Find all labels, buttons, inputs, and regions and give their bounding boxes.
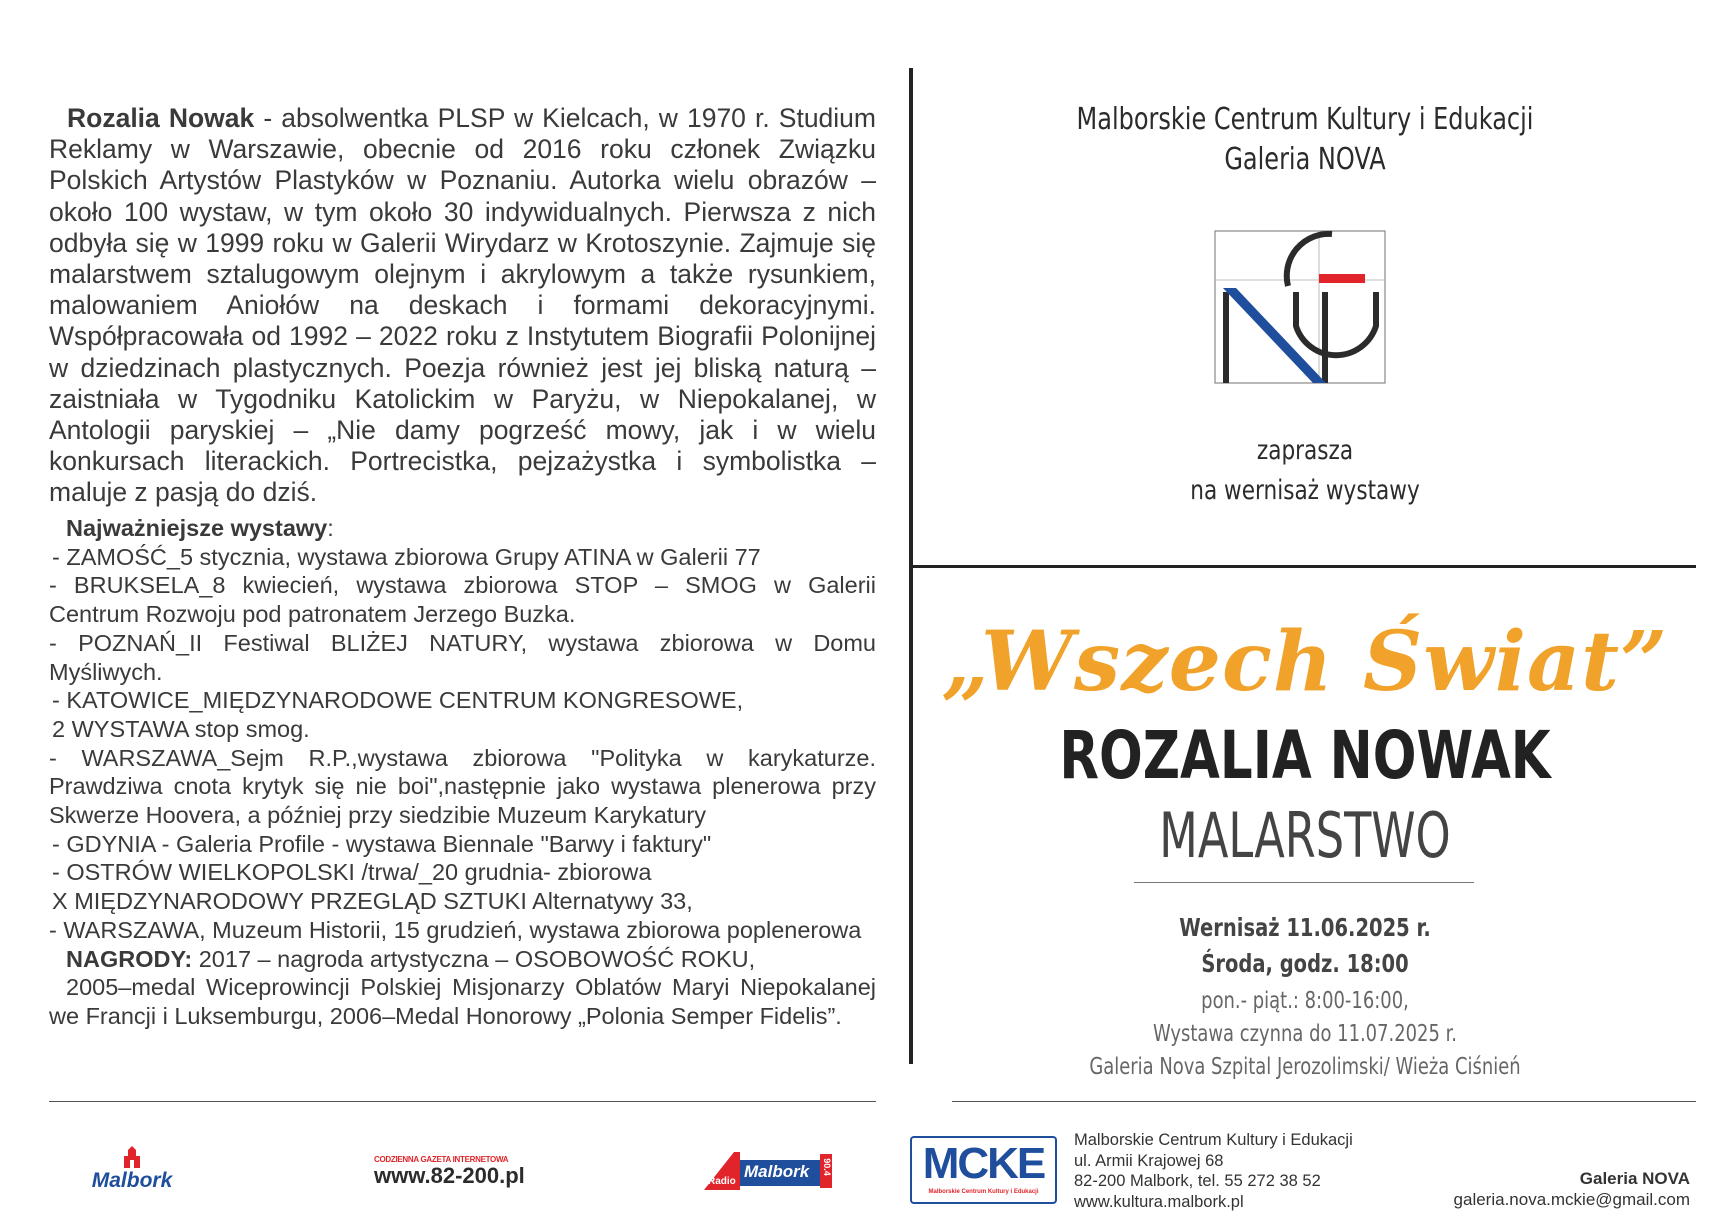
malbork-logo-text: Malbork [91, 1169, 173, 1192]
gallery-name: Galeria NOVA [1224, 142, 1386, 177]
invitation [960, 431, 1650, 511]
mcke-city-phone: 82-200 Malbork, tel. 55 272 38 52 [1074, 1172, 1321, 1190]
opening-info [960, 985, 1650, 1084]
exhibition-item: - WARSZAWA, Muzeum Historii, 15 grudzień, wystawa zbiorowa poplenerowa [49, 916, 862, 943]
short-divider [1134, 882, 1474, 883]
left-divider [49, 1101, 876, 1102]
mcke-logo [910, 1136, 1057, 1204]
location: Galeria Nova Szpital Jerozolimski/ Wieża Ciśnień [1089, 1054, 1521, 1080]
exhibition-item: 2 WYSTAWA stop smog. [52, 715, 310, 742]
exhibitions-heading: Najważniejsze wystawy [66, 515, 328, 541]
right-footer-divider [952, 1101, 1696, 1102]
artist-heading [960, 718, 1650, 794]
invite-line: zaprasza [1256, 435, 1354, 466]
mcke-name: Malborskie Centrum Kultury i Edukacji [1074, 1131, 1353, 1149]
invite-line: na wernisaż wystawy [1190, 475, 1420, 506]
exhibition-title: „Wszech Świat” [941, 614, 1669, 710]
castle-icon [90, 1146, 174, 1170]
radio-name: Malbork [744, 1162, 810, 1181]
exhibition-item: X MIĘDZYNARODOWY PRZEGLĄD SZTUKI Alternatywy 33, [52, 888, 693, 915]
organizer-name: Malborskie Centrum Kultury i Edukacji [1076, 102, 1534, 137]
awards-line: 2017 – nagroda artystyczna – OSOBOWOŚĆ ROKU, [192, 945, 756, 972]
artist-biography [49, 103, 876, 509]
medium-heading [960, 800, 1650, 872]
radio-malbork-logo [704, 1148, 834, 1190]
exhibition-item: - KATOWICE_MIĘDZYNARODOWE CENTRUM KONGRESOWE, [52, 687, 744, 714]
gallery-email: galeria.nova.mckie@gmail.com [1453, 1190, 1690, 1209]
organizer [960, 100, 1650, 180]
awards-label: NAGRODY: [66, 945, 193, 972]
gazeta-url: www.82-200.pl [374, 1163, 525, 1188]
exhibition-item: - BRUKSELA_8 kwiecień, wystawa zbiorowa STOP – SMOG w Galerii Centrum Rozwoju pod patronatem Jerzego Buzka. [49, 572, 876, 628]
opening-hours: pon.- piąt.: 8:00-16:00, [1201, 988, 1409, 1014]
galeria-nova-logo [1214, 230, 1386, 384]
artist-name: Rozalia Nowak [67, 103, 255, 133]
exhibition-item: - GDYNIA - Galeria Profile - wystawa Biennale "Barwy i faktury" [52, 830, 712, 857]
exhibition-item: - OSTRÓW WIELKOPOLSKI /trwa/_20 grudnia- zbiorowa [52, 859, 652, 886]
mcke-logo-text: MCKE [922, 1139, 1045, 1188]
mcke-contact [1074, 1130, 1353, 1212]
mcke-street: ul. Armii Krajowej 68 [1074, 1151, 1224, 1170]
gazeta-tagline: CODZIENNA GAZETA INTERNETOWA [374, 1155, 509, 1164]
mcke-logo-subtitle: Malborskie Centrum Kultury i Edukacji [928, 1189, 1039, 1195]
vernissage-date: Wernisaż 11.06.2025 r. [1179, 913, 1431, 942]
mcke-website: www.kultura.malbork.pl [1074, 1192, 1244, 1211]
gallery-contact [1454, 1168, 1690, 1210]
malbork-logo [90, 1146, 174, 1194]
medium-heading-text: MALARSTWO [1159, 799, 1451, 872]
exhibition-item: - ZAMOŚĆ_5 stycznia, wystawa zbiorowa Grupy ATINA w Galerii 77 [52, 543, 761, 570]
horizontal-divider [913, 565, 1696, 568]
gallery-contact-name: Galeria NOVA [1579, 1169, 1690, 1188]
exhibition-item: - POZNAŃ_II Festiwal BLIŻEJ NATURY, wystawa zbiorowa w Domu Myśliwych. [49, 629, 876, 685]
vernissage-day-time: Środa, godz. 18:00 [1201, 949, 1409, 978]
exhibition-item: - WARSZAWA_Sejm R.P.,wystawa zbiorowa "Polityka w karykaturze. Prawdziwa cnota krytyk się nie boi",następnie jako wystawa plenerowa przy Skwerze Hoovera, a później przy siedzibie Muzeum Karykatury [49, 744, 876, 829]
radio-frequency: 90.4 [821, 1158, 832, 1176]
biography-text: - absolwentka PLSP w Kielcach, w 1970 r. Studium Reklamy w Warszawie, obecnie od 2016 roku członek Związku Polskich Artystów Plastyków w Poznaniu. Autorka wielu obrazów – około 100 wystaw, w tym około 30 indywidualnych. Pierwsza z nich odbyła się w 1999 roku w Galerii Wirydarz w Krotoszynie. Zajmuje się malarstwem sztalugowym olejnym i akrylowym a także rysunkiem, malowaniem Aniołów na deskach i formami dekoracyjnymi. Współpracowała od 1992 – 2022 roku z Instytutem Biografii Polonijnej w dziedzinach plastycznych. Poezja również jest jej bliską naturą – zaistniała w Tygodniku Katolickim w Paryżu, w Niepokalanej, w Antologii paryskiej – „Nie damy pogrześć mowy, jak i w wielu konkursach literackich. Portrecistka, pejzażystka i symbolistka – maluje z pasją do dziś. [49, 103, 876, 508]
artist-heading-text: ROZALIA NOWAK [1059, 717, 1551, 794]
exhibitions-colon: : [327, 515, 334, 541]
gazeta-logo [374, 1155, 534, 1188]
vernissage-info [960, 910, 1650, 982]
open-until: Wystawa czynna do 11.07.2025 r. [1152, 1021, 1458, 1047]
exhibitions-list [49, 514, 876, 1031]
awards-text: 2005–medal Wiceprowincji Polskiej Misjonarzy Oblatów Maryi Niepokalanej we Francji i Luksemburgu, 2006–Medal Honorowy „Polonia Semper Fidelis”. [49, 974, 876, 1029]
radio-label: Radio [708, 1176, 736, 1187]
